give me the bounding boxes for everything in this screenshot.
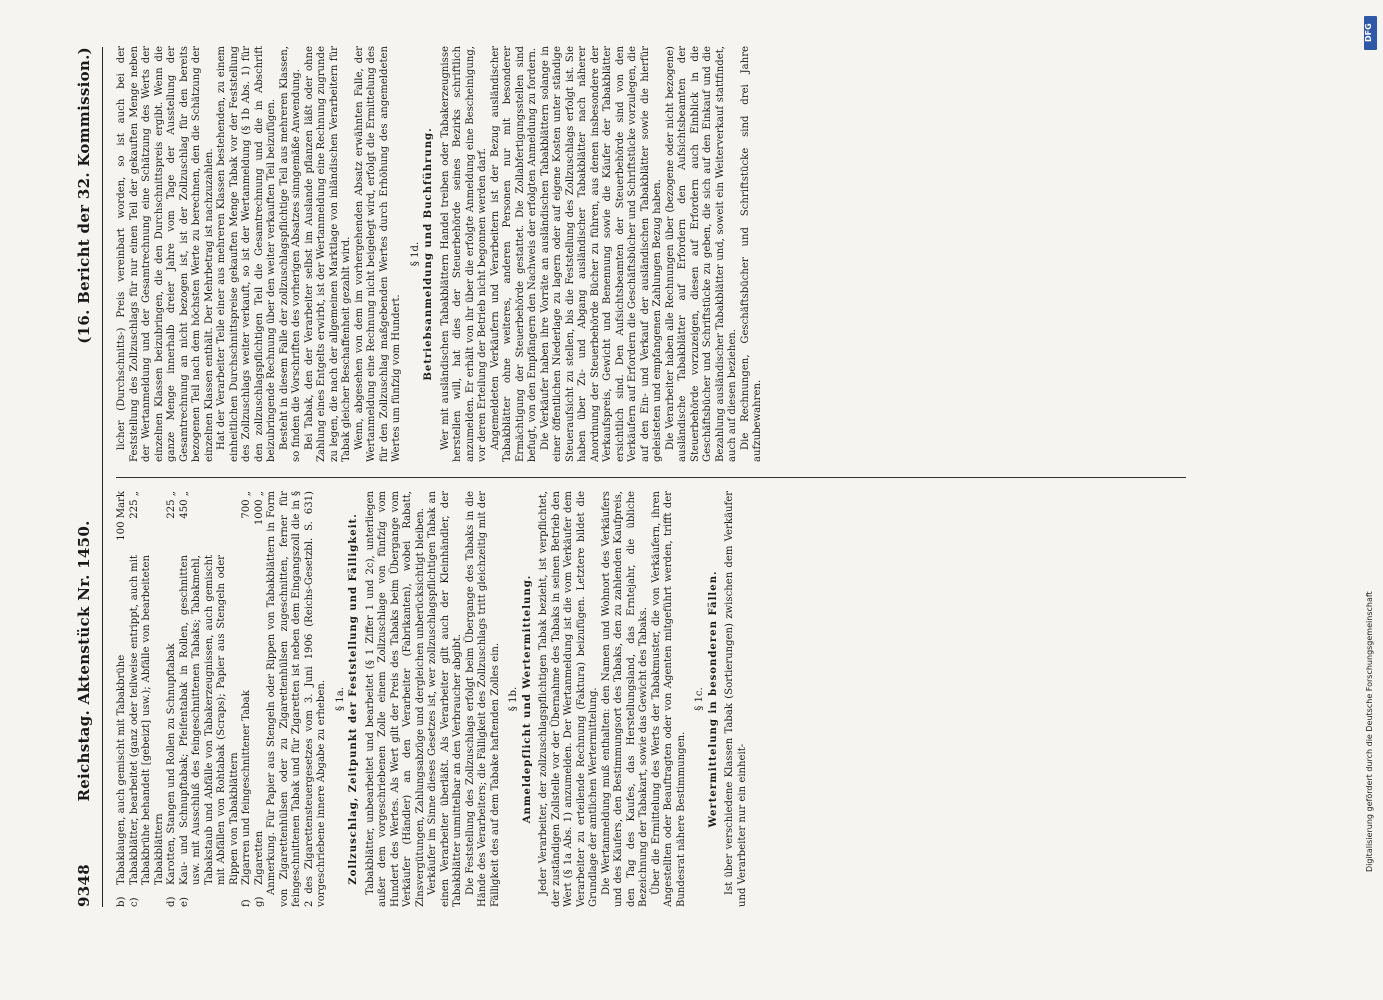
paragraph: Die Verarbeiter haben alle Rechnungen über (bezogene oder nicht bezogene) ausländische Tabakblätter auf Erfordern den Aufsichtsbeamten der Steuerbehörde vorzuzeigen, diesen auf Erfordern auch Einblick in die Geschäftsbücher und Schriftstücke zu geben, die sich auf den Einkauf und die Bezahlung ausländischer Tabakblätter und, soweit ein Weiterverkauf stattfindet, auch auf diesen beziehen. — [664, 46, 738, 462]
left-column — [116, 491, 1316, 907]
paragraph: Wer mit ausländischen Tabakblättern Handel treiben oder Tabakerzeugnisse herstellen will, hat dies der Steuerbehörde seines Bezirks schriftlich anzumelden. Er erhält von ihr über die erfolgte Anmeldung eine Bescheinigung, vor deren Erteilung der Betrieb nicht begonnen werden darf. — [439, 46, 488, 462]
tariff-text: Karotten, Stangen und Rollen zu Schnupftabak — [166, 643, 177, 885]
tariff-amount: 1000 „ — [253, 491, 265, 526]
tariff-label: b) — [116, 896, 127, 907]
tariff-item — [116, 491, 129, 907]
section-heading: § 1b. — [508, 686, 519, 712]
dfg-logo-text: DFG — [1364, 23, 1373, 43]
column-divider — [116, 477, 1186, 478]
paragraph: Bei Tabak, den der Verarbeiter selbst im Auslande pflanzen läßt oder ohne Zahlung eines Entgelts erwirbt, ist der Wertanmeldung eine Rechnung zugrunde zu legen, die nach der allgemeinen Marktlage von inländischen Verarbeitern für Tabak gleicher Beschaffenheit gezahlt wird. — [303, 46, 352, 462]
dfg-logo — [1364, 16, 1377, 50]
paragraph: Über die Ermittelung des Werts der Tabakmuster, die von Verkäufern, ihren Angestellten oder Beauftragten oder von Agenten mitgeführt werden, trifft der Bundesrat nähere Bestimmungen. — [650, 491, 687, 907]
tariff-text: Kau- und Schnupftabak; Pfeifentabak in Rollen, geschnitten usw. mit Ausschluß des feingeschnittenen Tabaks; Tabakmehl, Tabakstaub und Abfälle von Tabakerzeugnissen, auch gemischt mit Abfällen von Rohtabak (Scraps); Papier aus Stengeln oder Rippen von Tabakblättern — [178, 555, 240, 885]
page-header — [64, 47, 104, 907]
section-heading: § 1a. — [334, 687, 346, 711]
tariff-item — [166, 491, 179, 907]
section-title: Anmeldepflicht und Wertermittelung. — [521, 574, 533, 824]
paragraph: Die Verkäufer haben ihre Vorräte an ausländischen Tabakblättern solange in einer öffentlichen Niederlage zu lagern oder auf eigene Kosten unter ständige Steueraufsicht zu stellen, bis die Feststellung des Zollzuschlags erfolgt ist. Sie haben über Zu- und Abgang ausländischer Tabakblätter nach näherer Anordnung der Steuerbehörde Bücher zu führen, aus denen insbesondere der Verkaufspreis, Gewicht und Benennung sowie die Käufer der Tabakblätter ersichtlich sind. Den Aufsichtsbeamten der Steuerbehörde sind von den Verkäufern auf Erfordern die Geschäftsbücher und Schriftstücke vorzulegen, die auf den Ein- und Verkauf der ausländischen Tabakblätter sowie die hierfür geleisteten und empfangenen Zahlungen Bezug haben. — [539, 46, 663, 462]
tariff-label: g) — [253, 896, 265, 907]
tariff-label: f) — [241, 899, 252, 907]
paragraph: Verkäufer im Sinne dieses Gesetzes ist, wer zollzuschlagspflichtigen Tabak an einen Verarbeiter überläßt. Als Verarbeiter gilt auch der Kleinhändler, der Tabakblätter unmittelbar an den Verbraucher abgibt. — [427, 491, 463, 907]
tariff-item — [241, 491, 254, 907]
tariff-amount: 225 „ — [128, 491, 140, 519]
tariff-label: e) — [178, 897, 190, 907]
paragraph: Hat der Verarbeiter Teile einer aus mehreren Klassen bestehenden, zu einem einheitlichen Durchschnittspreise gekauften Menge Tabak vor der Feststellung des Zollzuschlags weiter verkauft, so ist der Wertanmeldung (§ 1b Abs. 1) für den zollzuschlagspflichtigen Teil die Gesamtrechnung und die in Abschrift beizubringende Rechnung über den weiter verkauften Teil beizufügen. — [216, 46, 277, 462]
paragraph: Die Wertanmeldung muß enthalten: den Namen und Wohnort des Verkäufers und des Käufers, den Bestimmungsort des Tabaks, den zu zahlenden Kaufpreis, den Tag des Kaufes, das Herstellungsland, das Erntejahr, die übliche Bezeichnung der Tabakart, sowie das Gewicht des Tabaks. — [600, 491, 649, 907]
section-title: Zollzuschlag, Zeitpunkt der Feststellung und Fälligkeit. — [348, 513, 359, 885]
page-number: 9348 — [75, 864, 93, 907]
header-left-title: Reichstag. Aktenstück Nr. 1450. — [75, 520, 93, 802]
paragraph: Jeder Verarbeiter, der zollzuschlagspflichtigen Tabak bezieht, ist verpflichtet, der zuständigen Zollstelle vor der Übernahme des Tabaks in seinen Betrieb den Wert (§ 1a Abs. 1) anzumelden. Der Wertanmeldung ist die vom Verkäufer dem Verarbeiter zu erteilende Rechnung (Faktura) beizufügen. Letztere bildet die Grundlage der amtlichen Wertermittelung. — [538, 491, 599, 907]
tariff-text: Zigarren und feingeschnittener Tabak — [241, 690, 252, 885]
right-column — [116, 46, 1316, 462]
digitization-margin — [1361, 12, 1381, 988]
paragraph: Ist über verschiedene Klassen Tabak (Sortierungen) zwischen dem Verkäufer und Verarbeiter nur ein einheit- — [724, 491, 748, 907]
tariff-label: c) — [128, 897, 140, 907]
tariff-text: Zigaretten — [253, 830, 265, 885]
tariff-text: Tabaklaugen, auch gemischt mit Tabakbrühe — [116, 654, 127, 885]
paragraph: Besteht in diesem Falle der zollzuschlagspflichtige Teil aus mehreren Klassen, so finden die Vorschriften des vorherigen Absatzes sinngemäße Anwendung. — [278, 46, 302, 462]
tariff-text: Tabakblätter, bearbeitet (ganz oder teilweise entrippt, auch mit Tabakbrühe behandelt [gebeizt] usw.); Abfälle von bearbeiteten Tabakblättern — [128, 555, 165, 885]
section-heading: § 1d. — [409, 241, 421, 267]
paragraph: Die Feststellung des Zollzuschlags erfolgt beim Übergange des Tabaks in die Hände des Verarbeiters; die Fälligkeit des Zollzuschlags tritt gleichzeitig mit der Fälligkeit des auf dem Tabake haftenden Zolles ein. — [464, 491, 501, 907]
header-right-title: (16. Bericht der 32. Kommission.) — [75, 47, 93, 344]
paragraph: Die Rechnungen, Geschäftsbücher und Schriftstücke sind drei Jahre aufzubewahren. — [739, 46, 763, 462]
tariff-amount: 225 „ — [166, 491, 177, 519]
digitization-note: Digitalisierung gefördert durch die Deutsche Forschungsgemeinschaft — [1365, 591, 1374, 872]
tariff-item — [129, 491, 167, 907]
tariff-amount: 450 „ — [178, 491, 190, 519]
paragraph: Angemeldeten Verkäufern und Verarbeitern ist der Bezug ausländischer Tabakblätter ohne weiteres, anderen Personen nur mit besonderer Ermächtigung der Steuerbehörde gestattet. Die Zollabfertigungsstellen sind befugt, von den Empfängern den Nachweis der erfolgten Anmeldung zu fordern. — [489, 46, 538, 462]
tariff-item — [254, 491, 267, 907]
tariff-amount: 100 Mark — [116, 491, 127, 541]
section-title: Wertermittelung in besonderen Fällen. — [707, 570, 719, 828]
tariff-label: d) — [166, 896, 177, 907]
paragraph: Tabakblätter, unbearbeitet und bearbeitet (§ 1 Ziffer 1 und 2c), unterliegen außer dem vorgeschriebenen Zolle einem Zollzuschlage von fünfzig vom Hundert des Wertes. Als Wert gilt der Preis des Tabaks beim Übergange vom Verkäufer (Händler) an den Verarbeiter (Fabrikanten), wobei Rabatt, Zinsvergütungen, Zahlungsabzüge und dergleichen unberücksichtigt bleiben. — [364, 491, 426, 907]
section-heading: § 1c. — [694, 687, 705, 711]
annotation-paragraph: Anmerkung. Für Papier aus Stengeln oder Rippen von Tabakblättern in Form von Zigarettenhülsen oder zu Zigarettenhülsen zugeschnitten, ferner für feingeschnittenen Tabak und für Zigaretten ist neben dem Eingangszoll die in § 2 des Zigarettensteuergesetzes vom 3. Juni 1906 (Reichs-Gesetzbl. S. 631) vorgeschriebene innere Abgabe zu erheben. — [266, 491, 327, 907]
header-rule — [102, 47, 103, 907]
paragraph: licher (Durchschnitts-) Preis vereinbart worden, so ist auch bei der Feststellung des Zollzuschlags für nur einen Teil der gekauften Menge neben der Wertanmeldung und der Gesamtrechnung eine Schätzung des Werts der einzelnen Klassen beizubringen, die den Durchschnittspreis ergibt. Wenn die ganze Menge innerhalb dreier Jahre vom Tage der Ausstellung der Gesamtrechnung an nicht bezogen ist, ist der Zollzuschlag für den bereits bezogenen Teil nach dem höchsten Werte zu berechnen, den die Schätzung der einzelnen Klassen enthält. Der Mehrbetrag ist nachzuzahlen. — [116, 46, 215, 462]
tariff-item — [179, 491, 242, 907]
paragraph: Wenn, abgesehen von dem im vorhergehenden Absatz erwähnten Falle, der Wertanmeldung eine Rechnung nicht beigelegt wird, erfolgt die Ermittelung des für den Zollzuschlag maßgebenden Wertes durch Erhöhung des angemeldeten Wertes um fünfzig vom Hundert. — [353, 46, 402, 462]
tariff-amount: 700 „ — [241, 491, 252, 519]
section-title: Betriebsanmeldung und Buchführung. — [423, 127, 434, 381]
